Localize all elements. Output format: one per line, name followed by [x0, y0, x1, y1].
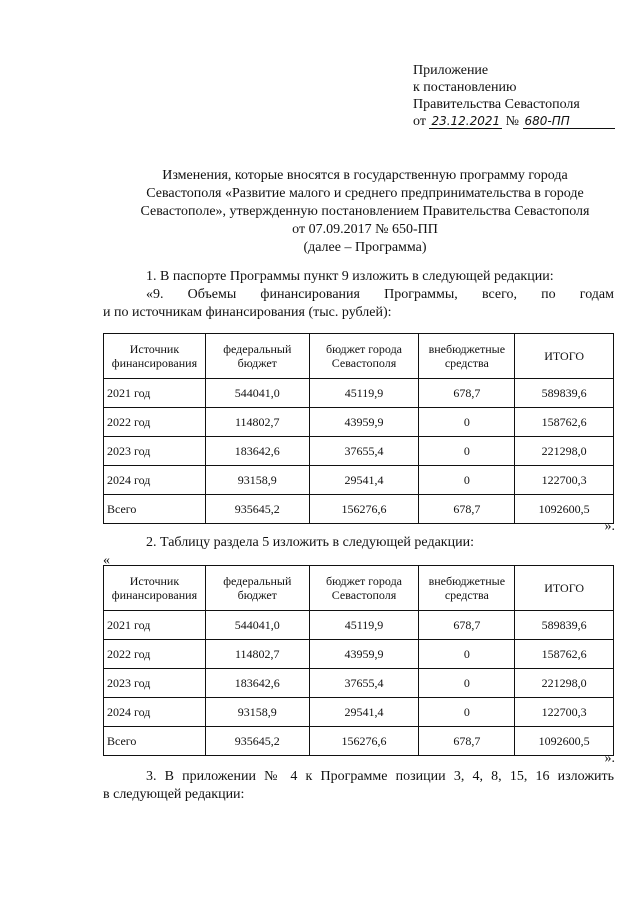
document-title [100, 167, 630, 257]
item-1-close-quote: ». [604, 519, 615, 534]
item-1-quote-line-2: и по источникам финансирования (тыс. рублей): [103, 305, 392, 320]
table-row [104, 379, 614, 408]
table-header-cell: внебюджетные средства [419, 566, 515, 611]
appendix-line-3: Правительства Севастополя [413, 97, 580, 112]
table-row [104, 669, 614, 698]
table-cell: 45119,9 [309, 379, 419, 408]
table-cell: 156276,6 [309, 495, 419, 524]
table-cell: 0 [419, 669, 515, 698]
table-cell: 158762,6 [515, 640, 614, 669]
table-cell: 0 [419, 437, 515, 466]
table-cell: 2023 год [104, 669, 206, 698]
table-cell: 2022 год [104, 640, 206, 669]
financing-table-1 [103, 333, 614, 524]
table-cell: 935645,2 [205, 727, 309, 756]
table-cell: 183642,6 [205, 437, 309, 466]
table-cell: 114802,7 [205, 408, 309, 437]
table-cell: 935645,2 [205, 495, 309, 524]
title-line-1: Изменения, которые вносятся в государственную программу города [162, 168, 568, 183]
table-header-cell: ИТОГО [515, 566, 614, 611]
table-header-cell: федеральный бюджет [205, 334, 309, 379]
appendix-date-line [413, 113, 623, 130]
table-cell: 158762,6 [515, 408, 614, 437]
table-cell: 678,7 [419, 727, 515, 756]
table-cell: 2022 год [104, 408, 206, 437]
item-3-line-2: в следующей редакции: [103, 787, 245, 802]
appendix-line-1: Приложение [413, 63, 489, 78]
table-row [104, 466, 614, 495]
table-cell: 93158,9 [205, 698, 309, 727]
title-line-3: Севастополе», утвержденную постановлением Правительства Севастополя [140, 204, 590, 219]
table-cell: 0 [419, 408, 515, 437]
table-header-cell: внебюджетные средства [419, 334, 515, 379]
table-row [104, 437, 614, 466]
appendix-line-2: к постановлению [413, 80, 517, 95]
table-cell: 221298,0 [515, 669, 614, 698]
table-header-cell: Источник финансирования [104, 334, 206, 379]
table-cell: 678,7 [419, 379, 515, 408]
table-header-row [104, 334, 614, 379]
item-1-quote-line-1: «9. Объемы финансирования Программы, всего, по годам [146, 287, 614, 302]
table-cell: 221298,0 [515, 437, 614, 466]
table-cell: 544041,0 [205, 611, 309, 640]
table-cell: 589839,6 [515, 611, 614, 640]
table-cell: 0 [419, 640, 515, 669]
table-cell: 678,7 [419, 495, 515, 524]
table-cell: 122700,3 [515, 698, 614, 727]
table-cell: 45119,9 [309, 611, 419, 640]
table-cell: 37655,4 [309, 669, 419, 698]
table-cell: 43959,9 [309, 640, 419, 669]
table-cell: 122700,3 [515, 466, 614, 495]
item-3-line-1: 3. В приложении № 4 к Программе позиции 3, 4, 8, 15, 16 изложить [146, 769, 614, 784]
table-header-cell: бюджет города Севастополя [309, 566, 419, 611]
table-header-cell: бюджет города Севастополя [309, 334, 419, 379]
title-line-5: (далее – Программа) [303, 240, 427, 255]
table-header-cell: федеральный бюджет [205, 566, 309, 611]
table-cell: 2021 год [104, 611, 206, 640]
table-header-row [104, 566, 614, 611]
financing-table-2 [103, 565, 614, 756]
title-line-2: Севастополя «Развитие малого и среднего предпринимательства в городе [146, 186, 584, 201]
table-cell: 2023 год [104, 437, 206, 466]
table-cell: 43959,9 [309, 408, 419, 437]
table-cell: 589839,6 [515, 379, 614, 408]
table-cell: 156276,6 [309, 727, 419, 756]
table-cell: 93158,9 [205, 466, 309, 495]
table-cell: 2021 год [104, 379, 206, 408]
table-header-cell: Источник финансирования [104, 566, 206, 611]
appendix-block [413, 62, 623, 130]
table-row [104, 640, 614, 669]
table-cell: 29541,4 [309, 466, 419, 495]
table-cell: 0 [419, 466, 515, 495]
date-value: 23.12.2021 [431, 114, 501, 128]
table-cell: 2024 год [104, 466, 206, 495]
table-cell: 1092600,5 [515, 727, 614, 756]
title-line-4: от 07.09.2017 № 650-ПП [292, 222, 438, 237]
table-cell: 114802,7 [205, 640, 309, 669]
item-1-text: 1. В паспорте Программы пункт 9 изложить в следующей редакции: [146, 269, 554, 284]
date-prefix: от [413, 114, 426, 129]
number-sign: № [505, 114, 520, 129]
table-cell: 1092600,5 [515, 495, 614, 524]
table-cell: 678,7 [419, 611, 515, 640]
table-cell: 37655,4 [309, 437, 419, 466]
table-cell: 183642,6 [205, 669, 309, 698]
table-header-cell: ИТОГО [515, 334, 614, 379]
table-cell: 0 [419, 698, 515, 727]
table-cell: Всего [104, 495, 206, 524]
table-cell: 29541,4 [309, 698, 419, 727]
table-cell: Всего [104, 727, 206, 756]
table-row [104, 698, 614, 727]
table-row [104, 408, 614, 437]
table-cell: 2024 год [104, 698, 206, 727]
item-2-open-quote: « [103, 553, 110, 568]
number-value: 680-ПП [523, 114, 615, 129]
item-2-close-quote: ». [604, 751, 615, 766]
item-2-text: 2. Таблицу раздела 5 изложить в следующей редакции: [146, 535, 474, 550]
table-row [104, 611, 614, 640]
table-cell: 544041,0 [205, 379, 309, 408]
